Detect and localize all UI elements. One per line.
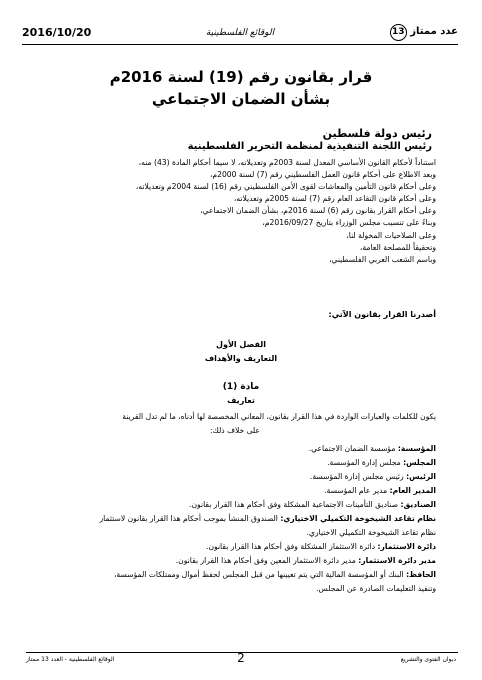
definition-item: [34, 568, 436, 582]
page-header: [22, 22, 458, 44]
title-line-2: بشأن الضمان الاجتماعي: [151, 90, 331, 108]
page-number: 2: [237, 651, 245, 665]
preamble-line: وعلى أحكام قانون التأمين والمعاشات لقوى الأمن الفلسطيني رقم (16) لسنة 2004م وتعديلاته،: [135, 182, 436, 192]
definition-item: [34, 554, 436, 568]
definition-item: [34, 526, 436, 540]
preamble-line: وعلى الصلاحيات المخولة لنا،: [346, 230, 436, 240]
definitions-intro: [34, 410, 436, 438]
header-divider: [22, 44, 458, 45]
definitions-list: [34, 442, 436, 596]
preamble-line: وباسم الشعب العربي الفلسطيني،: [329, 254, 436, 264]
article-heading: مادة (1): [222, 382, 260, 392]
definition-item: [34, 442, 436, 456]
chapter-subheading: التعاريف والأهداف: [204, 354, 278, 363]
definition-term: الصناديق:: [400, 500, 436, 509]
definition-item: [34, 582, 436, 596]
preamble: [26, 157, 436, 266]
issuer-line-1: رئيس دولة فلسطين: [322, 127, 432, 140]
definitions-intro-line-1: يكون للكلمات والعبارات الواردة في هذا القرار بقانون، المعاني المخصصة لها أدناه، ما لم تدل القرينة: [122, 412, 436, 421]
definition-term: المؤسسة:: [397, 444, 436, 453]
preamble-line: وتحقيقاً للمصلحة العامة،: [359, 242, 436, 252]
definition-text: دائرة الاستثمار المشكلة وفق أحكام هذا القرار بقانون.: [206, 542, 378, 551]
definition-term: نظام تقاعد الشيخوخة التكميلي الاختياري:: [280, 514, 436, 523]
definition-item: [34, 512, 436, 526]
definition-text: مجلس إدارة المؤسسة.: [327, 458, 404, 467]
definition-term: الحافظ:: [406, 570, 436, 579]
preamble-line: وبناءً على تنسيب مجلس الوزراء بتاريخ 2016/09/27م،: [262, 218, 436, 228]
definition-text: مدير عام المؤسسة.: [324, 486, 390, 495]
definition-text: مؤسسة الضمان الاجتماعي.: [308, 444, 398, 453]
preamble-line: وعلى أحكام قانون التقاعد العام رقم (7) لسنة 2005م وتعديلاته،: [233, 194, 436, 204]
issue-number-badge: 13: [390, 24, 407, 41]
title-line-1: قرار بقانون رقم (19) لسنة 2016م: [109, 68, 373, 86]
definition-term: المدير العام:: [389, 486, 436, 495]
definition-text: نظام تقاعد الشيخوخة التكميلي الاختياري.: [306, 528, 436, 537]
preamble-line: استناداً لأحكام القانون الأساسي المعدل لسنة 2003م وتعديلاته، لا سيما أحكام المادة (43) منه،: [138, 158, 436, 167]
footer-issue-ref: الوقائع الفلسطينية - العدد 13 ممتاز: [26, 656, 115, 663]
definition-item: [34, 540, 436, 554]
article-subheading: تعاريف: [227, 396, 255, 405]
definition-item: [34, 498, 436, 512]
issue-date: 2016/10/20: [22, 26, 92, 39]
preamble-line: وعلى أحكام القرار بقانون رقم (6) لسنة 2016م، بشأن الضمان الاجتماعي،: [200, 206, 436, 216]
definition-text: الصندوق المنشأ بموجب أحكام هذا القرار بقانون لاستثمار: [99, 514, 281, 523]
definition-term: المجلس:: [403, 458, 436, 467]
publication-name: الوقائع الفلسطينية: [205, 28, 275, 38]
chapter-heading: الفصل الأول: [216, 340, 266, 349]
definition-term: دائرة الاستثمار:: [377, 542, 436, 551]
issued-statement: أصدرنا القرار بقانون الآتي:: [328, 310, 436, 319]
definition-text: مدير دائرة الاستثمار المعين وفق أحكام هذا القرار بقانون.: [175, 556, 359, 565]
preamble-line: وبعد الاطلاع على أحكام قانون العمل الفلسطيني رقم (7) لسنة 2000م،: [209, 170, 436, 180]
definitions-intro-line-2: على خلاف ذلك:: [210, 426, 260, 435]
definition-item: [34, 456, 436, 470]
document-title: [20, 66, 462, 110]
issuer-line-2: رئيس اللجنة التنفيذية لمنظمة التحرير الفلسطينية: [187, 141, 432, 152]
definition-text: البنك أو المؤسسة المالية التي يتم تعيينها من قبل المجلس لحفظ أموال وممتلكات المؤسسة،: [113, 570, 407, 579]
definition-term: الرئيس:: [406, 472, 436, 481]
issue-label-text: عدد ممتاز: [410, 26, 458, 37]
definition-item: [34, 484, 436, 498]
definition-text: رئيس مجلس إدارة المؤسسة.: [309, 472, 407, 481]
definition-item: [34, 470, 436, 484]
definition-term: مدير دائرة الاستثمار:: [358, 556, 436, 565]
definition-text: صناديق التأمينات الاجتماعية المشكلة وفق أحكام هذا القرار بقانون.: [189, 500, 401, 509]
definition-text: وتنفيذ التعليمات الصادرة عن المجلس.: [316, 584, 436, 593]
footer-publisher: ديوان الفتوى والتشريع: [400, 656, 456, 663]
